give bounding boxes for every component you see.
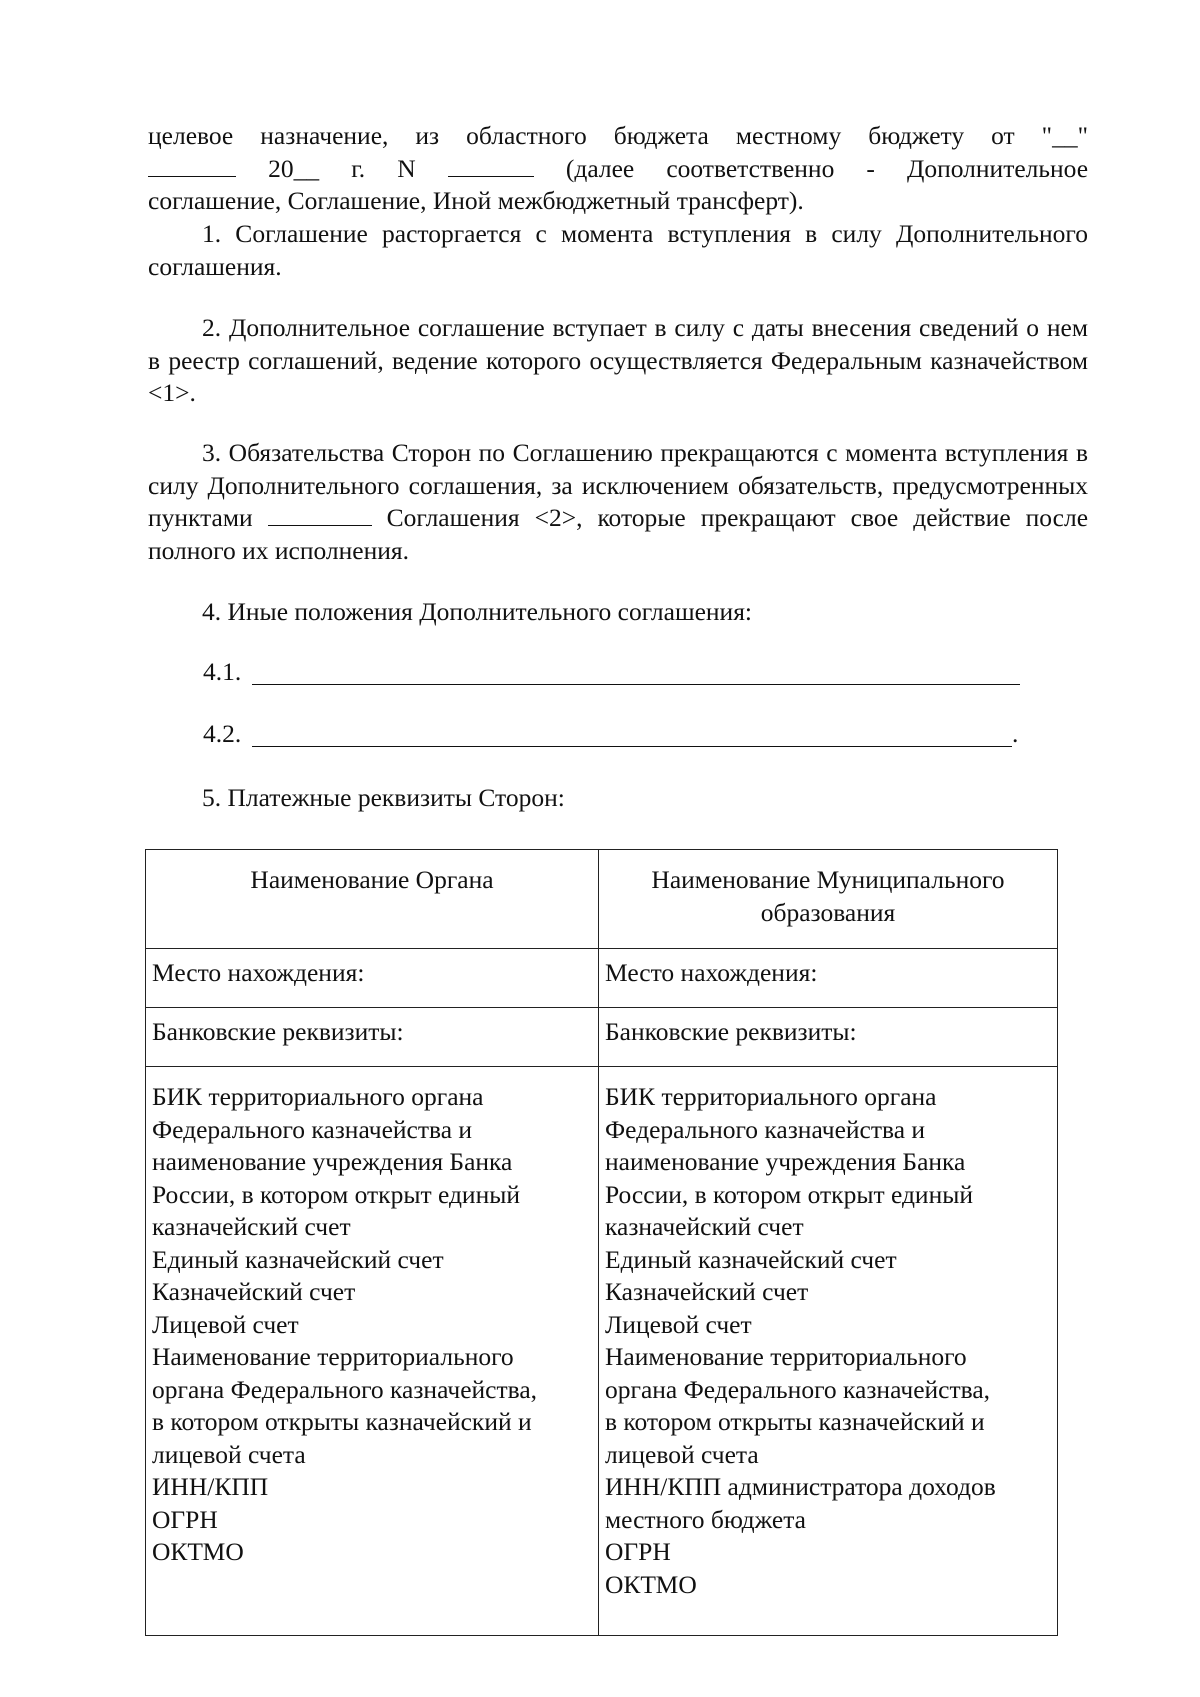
detail-line: России, в котором открыт единый [152,1179,520,1209]
detail-line: России, в котором открыт единый [605,1179,973,1209]
location-left: Место нахождения: [146,949,599,1008]
bank-right: Банковские реквизиты: [599,1008,1058,1067]
detail-line: ИНН/КПП [152,1472,269,1501]
clause-3 [148,437,1088,567]
clause-5 [148,782,1088,815]
clause-4-2-end: . [1012,719,1019,748]
detail-line: Казначейский счет [605,1277,809,1306]
detail-line: Единый казначейский счет [605,1244,897,1274]
detail-line: Лицевой счет [152,1309,299,1339]
detail-line: наименование учреждения Банка [605,1147,966,1176]
detail-line: Лицевой счет [605,1309,752,1339]
detail-line: ОКТМО [605,1569,697,1599]
detail-line: наименование учреждения Банка [152,1147,513,1176]
clause-4-2-fill-line [252,746,1012,747]
bank-left: Банковские реквизиты: [146,1008,599,1067]
clause-4-2-label: 4.2. [203,719,242,748]
clause-3-text [148,437,1088,567]
detail-line: Единый казначейский счет [152,1244,444,1274]
clause-1 [148,218,1088,283]
date-month-blank [148,154,236,177]
detail-line: ОКТМО [152,1537,244,1566]
table-row [146,1067,1058,1636]
clause-4-1-label: 4.1. [203,657,242,686]
detail-line: ИНН/КПП администратора доходов [605,1472,996,1501]
detail-line: Наименование территориального [152,1342,514,1371]
clause-4 [148,596,1088,629]
detail-line: в котором открыты казначейский и [605,1407,985,1436]
detail-line: в котором открыты казначейский и [152,1407,532,1436]
detail-line: ОГРН [152,1504,218,1534]
intro-line-2 [148,153,1088,186]
detail-line: БИК территориального органа [605,1082,937,1111]
detail-line: органа Федерального казначейства, [605,1374,991,1404]
clause-3-text-b: Соглашения <2>, которые прекращают свое действие после полного их исполнения. [148,503,1089,565]
number-sign: N [397,153,416,183]
detail-line: казначейский счет [605,1212,804,1241]
agreement-number-blank [448,154,534,177]
header-authority: Наименование Органа [146,850,599,949]
clause-4-text: 4. Иные положения Дополнительного соглашения: [202,597,753,626]
detail-line: Федерального казначейства и [605,1114,926,1144]
intro-line-3: соглашение, Соглашение, Иной межбюджетный трансферт). [148,186,804,215]
year-prefix: 20__ [268,153,320,183]
header-municipality: Наименование Муниципального образования [599,850,1058,949]
detail-line: казначейский счет [152,1212,351,1241]
detail-line: лицевой счета [605,1439,759,1469]
clause-4-1-fill-line [252,684,1020,685]
intro-line-2-text: (далее соответственно - Дополнительное [565,153,1089,183]
clause-3-text-a: 3. Обязательства Сторон по Соглашению прекращаются с момента вступления в силу Дополнительного соглашения, за исключением обязательств, предусмотренных пунктами [148,438,1088,532]
clause-points-blank [268,503,372,526]
table-row [146,850,1058,949]
detail-line: местного бюджета [605,1504,806,1534]
detail-line: ОГРН [605,1537,671,1566]
location-right: Место нахождения: [599,949,1058,1008]
clause-2 [148,312,1088,410]
detail-line: Казначейский счет [152,1277,356,1306]
payment-details-table [145,849,1058,1636]
intro-line-1: целевое назначение, из областного бюджета местному бюджету от "__" [148,121,1088,150]
year-suffix: г. [351,153,366,183]
details-left [146,1067,599,1636]
clause-1-text: 1. Соглашение расторгается с момента вступления в силу Дополнительного соглашения. [148,219,1088,281]
clause-2-text: 2. Дополнительное соглашение вступает в силу с даты внесения сведений о нем в реестр соглашений, ведение которого осуществляется Федеральным казначейством <1>. [148,313,1088,407]
table-row [146,1008,1058,1067]
clause-5-text: 5. Платежные реквизиты Сторон: [202,783,565,812]
intro-paragraph [148,120,1088,218]
detail-line: органа Федерального казначейства, [152,1374,538,1404]
details-right [599,1067,1058,1636]
detail-line: Федерального казначейства и [152,1114,473,1144]
table-row [146,949,1058,1008]
detail-line: БИК территориального органа [152,1082,484,1111]
detail-line: лицевой счета [152,1439,306,1469]
detail-line: Наименование территориального [605,1342,967,1371]
